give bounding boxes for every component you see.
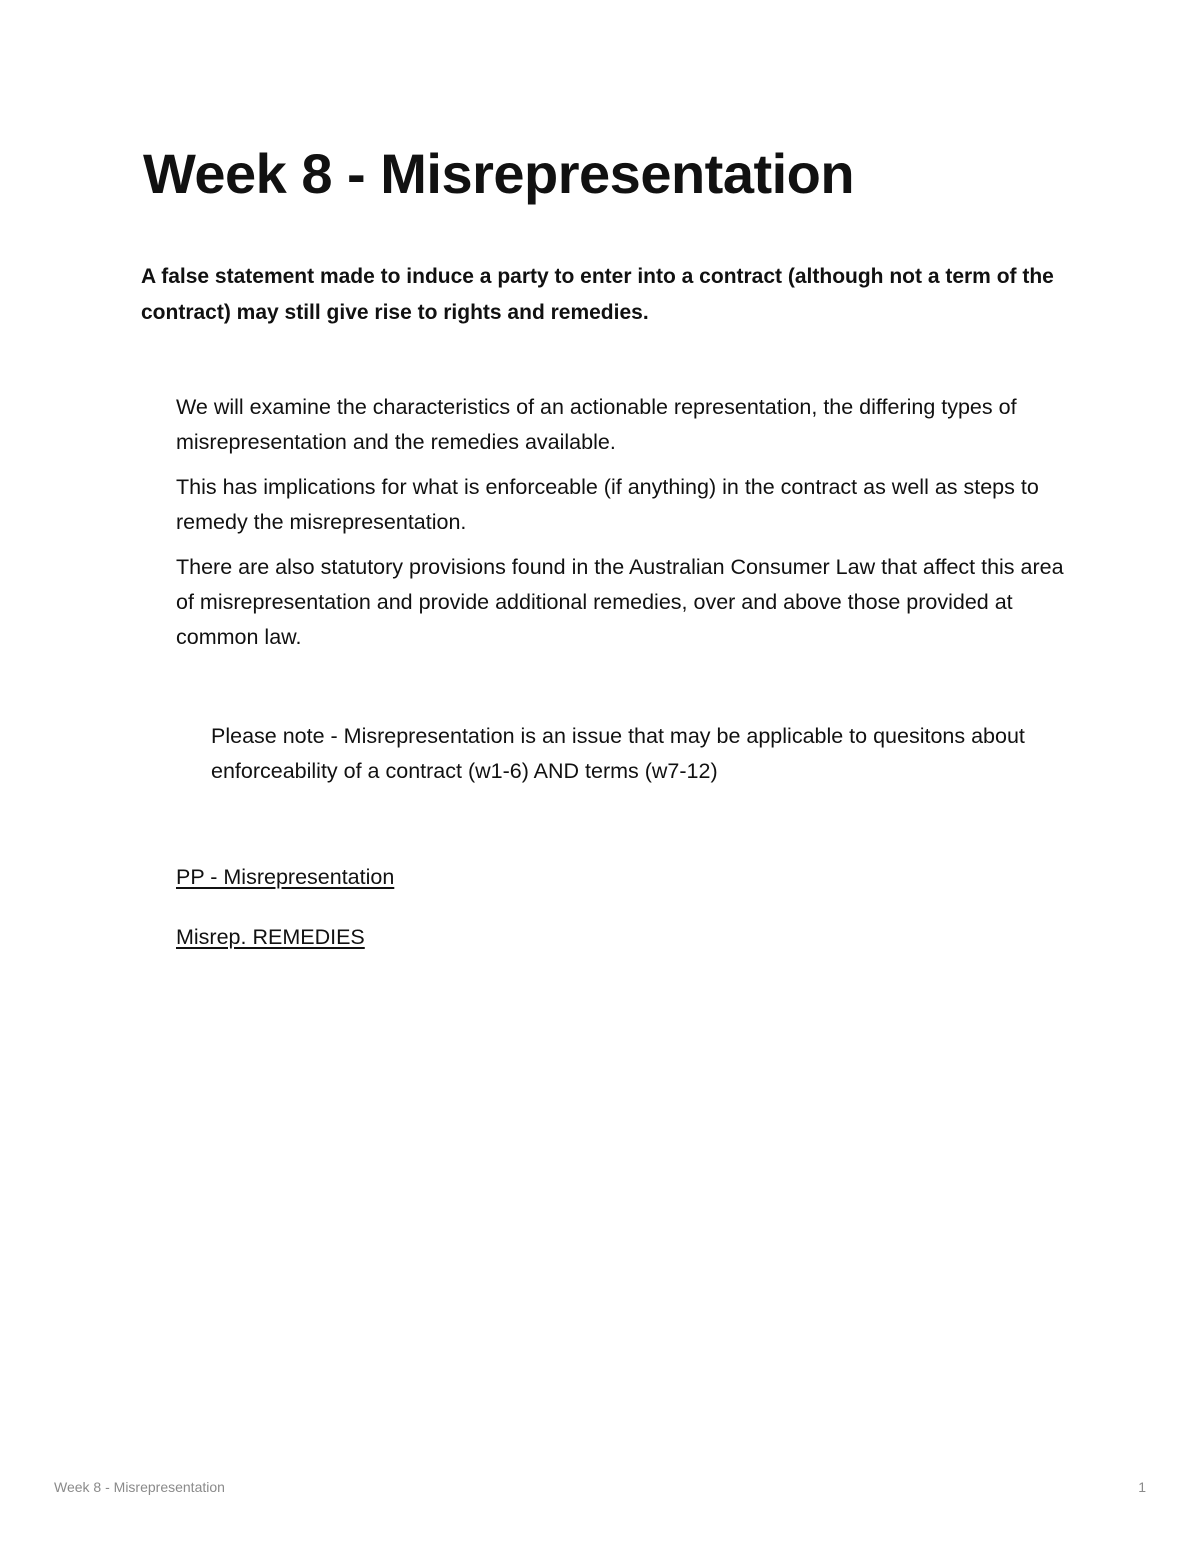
page-title: Week 8 - Misrepresentation	[143, 142, 855, 205]
footer-title: Week 8 - Misrepresentation	[54, 1479, 225, 1495]
link-pp-misrepresentation[interactable]: PP - Misrepresentation	[176, 865, 395, 889]
page-number: 1	[1138, 1479, 1146, 1495]
body-paragraph: We will examine the characteristics of an actionable representation, the differing types of misrepresentation and the remedies available.	[176, 395, 1017, 454]
note-callout: Please note - Misrepresentation is an issue that may be applicable to quesitons about enforceability of a contract (w1-6) AND terms (w7-12)	[211, 724, 1025, 783]
body-paragraphs	[176, 390, 1066, 665]
lead-statement: A false statement made to induce a party to enter into a contract (although not a term of the contract) may still give rise to rights and remedies.	[141, 265, 1054, 324]
body-paragraph: This has implications for what is enforceable (if anything) in the contract as well as steps to remedy the misrepresentation.	[176, 475, 1039, 534]
body-paragraph: There are also statutory provisions found in the Australian Consumer Law that affect this area of misrepresentation and provide additional remedies, over and above those provided at common law.	[176, 555, 1064, 649]
link-misrep-remedies[interactable]: Misrep. REMEDIES	[176, 925, 365, 949]
